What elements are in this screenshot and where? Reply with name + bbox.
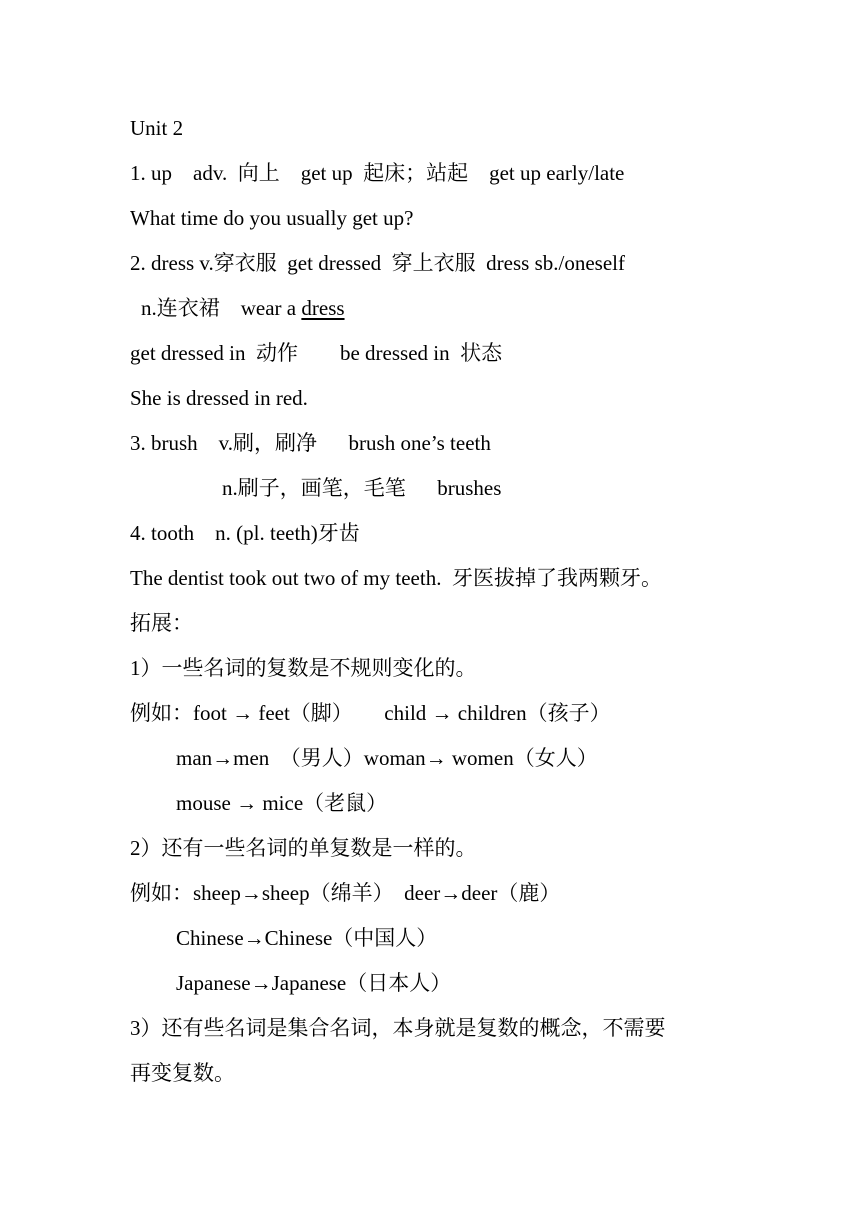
rule-irregular-plurals: 1）一些名词的复数是不规则变化的。: [130, 656, 477, 680]
vocab-brush-noun: n.刷子，画笔，毛笔 brushes: [222, 476, 502, 500]
rule-same-plural: 2）还有一些名词的单复数是一样的。: [130, 836, 477, 860]
example-sheep-deer: 例如：sheep→sheep（绵羊） deer→deer（鹿）: [130, 881, 561, 905]
unit-title: Unit 2: [130, 116, 184, 140]
dressed-in-contrast: get dressed in 动作 be dressed in 状态: [130, 341, 503, 365]
example-sentence-dressed: She is dressed in red.: [130, 386, 308, 410]
dress-noun-text: n.连衣裙 wear a: [141, 296, 302, 320]
vocab-up: 1. up adv. 向上 get up 起床；站起 get up early/late: [130, 161, 625, 185]
dress-underlined-word: dress: [301, 296, 345, 320]
example-sentence-teeth: The dentist took out two of my teeth. 牙医拔掉了我两颗牙。: [130, 566, 662, 590]
example-mouse: mouse → mice（老鼠）: [176, 791, 388, 815]
example-chinese: Chinese→Chinese（中国人）: [176, 926, 438, 950]
example-japanese: Japanese→Japanese（日本人）: [176, 971, 452, 995]
vocab-tooth: 4. tooth n. (pl. teeth)牙齿: [130, 521, 360, 545]
vocab-dress-noun: [141, 294, 345, 322]
vocab-dress-verb: 2. dress v.穿衣服 get dressed 穿上衣服 dress sb./oneself: [130, 251, 625, 275]
example-sentence-get-up: What time do you usually get up?: [130, 206, 414, 230]
rule-collective-nouns: 3）还有些名词是集合名词，本身就是复数的概念，不需要: [130, 1016, 666, 1040]
extension-heading: 拓展：: [130, 611, 193, 635]
example-foot-child: 例如：foot → feet（脚） child → children（孩子）: [130, 701, 611, 725]
example-man-woman: man→men （男人）woman→ women（女人）: [176, 746, 598, 770]
rule-collective-nouns-continued: 再变复数。: [130, 1061, 235, 1085]
vocab-brush-verb: 3. brush v.刷，刷净 brush one’s teeth: [130, 431, 491, 455]
